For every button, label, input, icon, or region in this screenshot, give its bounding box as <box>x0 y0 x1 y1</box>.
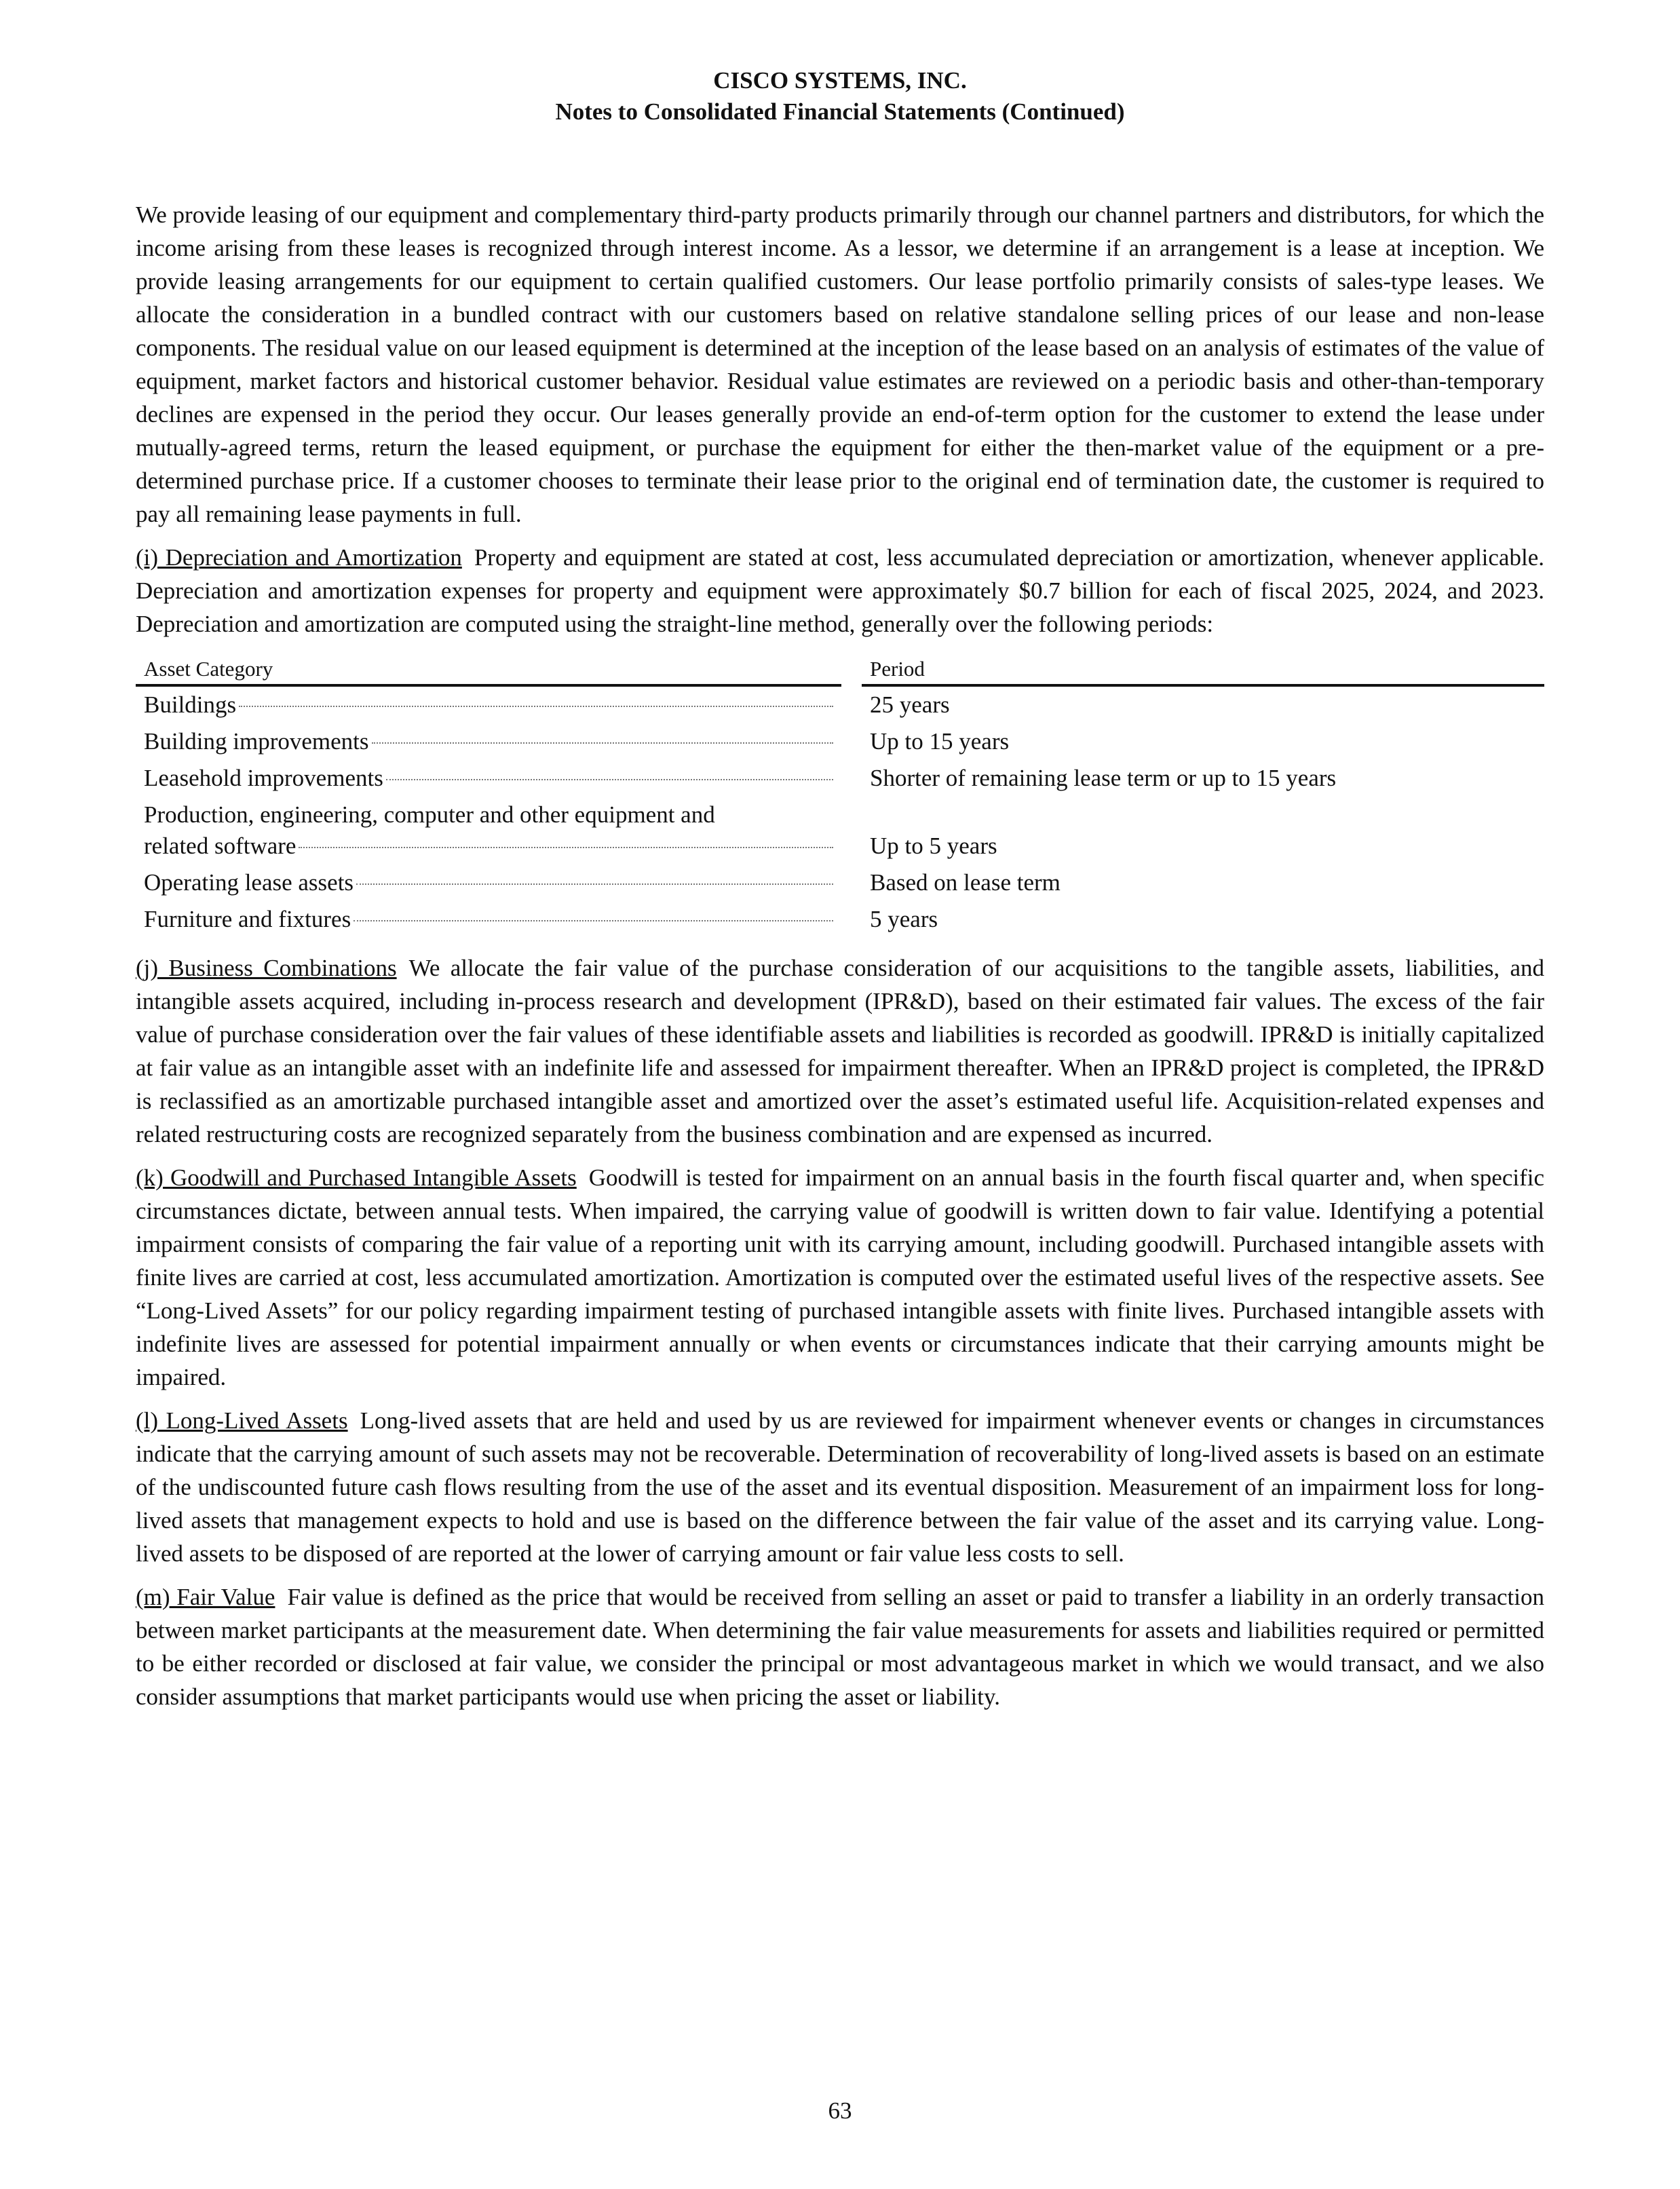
goodwill-section <box>136 1161 1544 1394</box>
fair-value-heading: (m) Fair Value <box>136 1584 275 1610</box>
asset-category: Building improvements <box>144 728 369 755</box>
asset-category: Leasehold improvements <box>144 765 383 791</box>
page-content <box>136 198 1544 1724</box>
fair-value-text: Fair value is defined as the price that would be received from selling an asset or paid to transfer a liability in an orderly transaction between market participants at the measurement date. When determining the fair value measurements for assets and liabilities required or permitted to be either recorded or disclosed at fair value, we consider the principal or most advantageous market in which we would transact, and we also consider assumptions that market participants would use when pricing the asset or liability. <box>136 1584 1544 1710</box>
long-lived-assets-heading: (l) Long-Lived Assets <box>136 1407 348 1434</box>
asset-category: Buildings <box>144 691 237 718</box>
asset-category-cell <box>136 760 841 797</box>
asset-category-cell <box>136 901 841 938</box>
asset-category: Operating lease assets <box>144 869 354 896</box>
depreciation-heading: (i) Depreciation and Amortization <box>136 544 462 571</box>
page-number: 63 <box>828 2097 852 2124</box>
table-row <box>136 797 1544 864</box>
column-header-period: Period <box>862 655 1544 685</box>
asset-period: Shorter of remaining lease term or up to 15 years <box>870 765 1337 791</box>
table-row <box>136 901 1544 938</box>
document-page <box>136 0 1544 2189</box>
long-lived-assets-text: Long-lived assets that are held and used by us are reviewed for impairment whenever events or changes in circumstances indicate that the carrying amount of such assets may not be recoverable. Determination of recoverability of long-lived assets is based on an estimate of the undiscounted future cash flows resulting from the use of the asset and its eventual disposition. Measurement of an impairment loss for long-lived assets that management expects to hold and use is based on the difference between the fair value of the asset and its carrying value. Long-lived assets to be disposed of are reported at the lower of carrying amount or fair value less costs to sell. <box>136 1407 1544 1567</box>
company-name: CISCO SYSTEMS, INC. <box>713 67 967 94</box>
long-lived-assets-section <box>136 1404 1544 1570</box>
asset-category: Furniture and fixtures <box>144 906 351 932</box>
business-combinations-heading: (j) Business Combinations <box>136 955 397 981</box>
business-combinations-text: We allocate the fair value of the purchase consideration of our acquisitions to the tangible assets, liabilities, and intangible assets acquired, including in-process research and development (IPR&D), based on their estimated fair values. The excess of the fair value of purchase consideration over the fair values of these identifiable assets and liabilities is recorded as goodwill. IPR&D is initially capitalized at fair value as an intangible asset with an indefinite life and assessed for impairment thereafter. When an IPR&D project is completed, the IPR&D is reclassified as an amortizable purchased intangible asset and amortized over the asset’s estimated useful life. Acquisition-related expenses and related restructuring costs are recognized separately from the business combination and are expensed as incurred. <box>136 955 1544 1147</box>
goodwill-text: Goodwill is tested for impairment on an annual basis in the fourth fiscal quarter and, when specific circumstances dictate, between annual tests. When impaired, the carrying value of goodwill is written down to fair value. Identifying a potential impairment consists of comparing the fair value of a reporting unit with its carrying amount, including goodwill. Purchased intangible assets with finite lives are carried at cost, less accumulated amortization. Amortization is computed over the estimated useful lives of the respective assets. See “Long-Lived Assets” for our policy regarding impairment testing of purchased intangible assets with finite lives. Purchased intangible assets with indefinite lives are assessed for potential impairment annually or when events or circumstances indicate that their carrying amounts might be impaired. <box>136 1164 1545 1390</box>
depreciation-section <box>136 541 1544 641</box>
fair-value-section <box>136 1580 1544 1713</box>
page-subtitle: Notes to Consolidated Financial Statements (Continued) <box>555 98 1125 125</box>
asset-period: 25 years <box>870 691 950 718</box>
table-header-row <box>136 655 1544 685</box>
asset-period-table <box>136 655 1544 938</box>
asset-category-cell <box>136 685 841 723</box>
asset-category-cell <box>136 864 841 901</box>
asset-category: Production, engineering, computer and other equipment and <box>144 801 715 828</box>
asset-period: Based on lease term <box>870 869 1061 896</box>
asset-category-cell <box>136 797 841 864</box>
asset-period: Up to 5 years <box>870 833 997 859</box>
column-header-category: Asset Category <box>136 655 841 685</box>
asset-period: Up to 15 years <box>870 728 1010 755</box>
table-row <box>136 864 1544 901</box>
goodwill-heading: (k) Goodwill and Purchased Intangible Assets <box>136 1164 577 1191</box>
table-row <box>136 723 1544 760</box>
page-header <box>136 65 1544 128</box>
asset-category-cell <box>136 723 841 760</box>
table-row <box>136 685 1544 723</box>
asset-period: 5 years <box>870 906 938 932</box>
depreciation-text: Property and equipment are stated at cost, less accumulated depreciation or amortization, whenever applicable. Depreciation and amortization expenses for property and equipment were approximately $0.7 billion for each of fiscal 2025, 2024, and 2023. Depreciation and amortization are computed using the straight-line method, generally over the following periods: <box>136 544 1544 637</box>
business-combinations-section <box>136 951 1544 1151</box>
table-row <box>136 760 1544 797</box>
asset-category-continued: related software <box>144 833 297 859</box>
leasing-paragraph: We provide leasing of our equipment and complementary third-party products primarily through our channel partners and distributors, for which the income arising from these leases is recognized through interest income. As a lessor, we determine if an arrangement is a lease at inception. We provide leasing arrangements for our equipment to certain qualified customers. Our lease portfolio primarily consists of sales-type leases. We allocate the consideration in a bundled contract with our customers based on relative standalone selling prices of our lease and non-lease components. The residual value on our leased equipment is determined at the inception of the lease based on an analysis of estimates of the value of equipment, market factors and historical customer behavior. Residual value estimates are reviewed on a periodic basis and other-than-temporary declines are expensed in the period they occur. Our leases generally provide an end-of-term option for the customer to extend the lease under mutually-agreed terms, return the leased equipment, or purchase the equipment for either the then-market value of the equipment or a pre-determined purchase price. If a customer chooses to terminate their lease prior to the original end of termination date, the customer is required to pay all remaining lease payments in full. <box>136 202 1544 527</box>
